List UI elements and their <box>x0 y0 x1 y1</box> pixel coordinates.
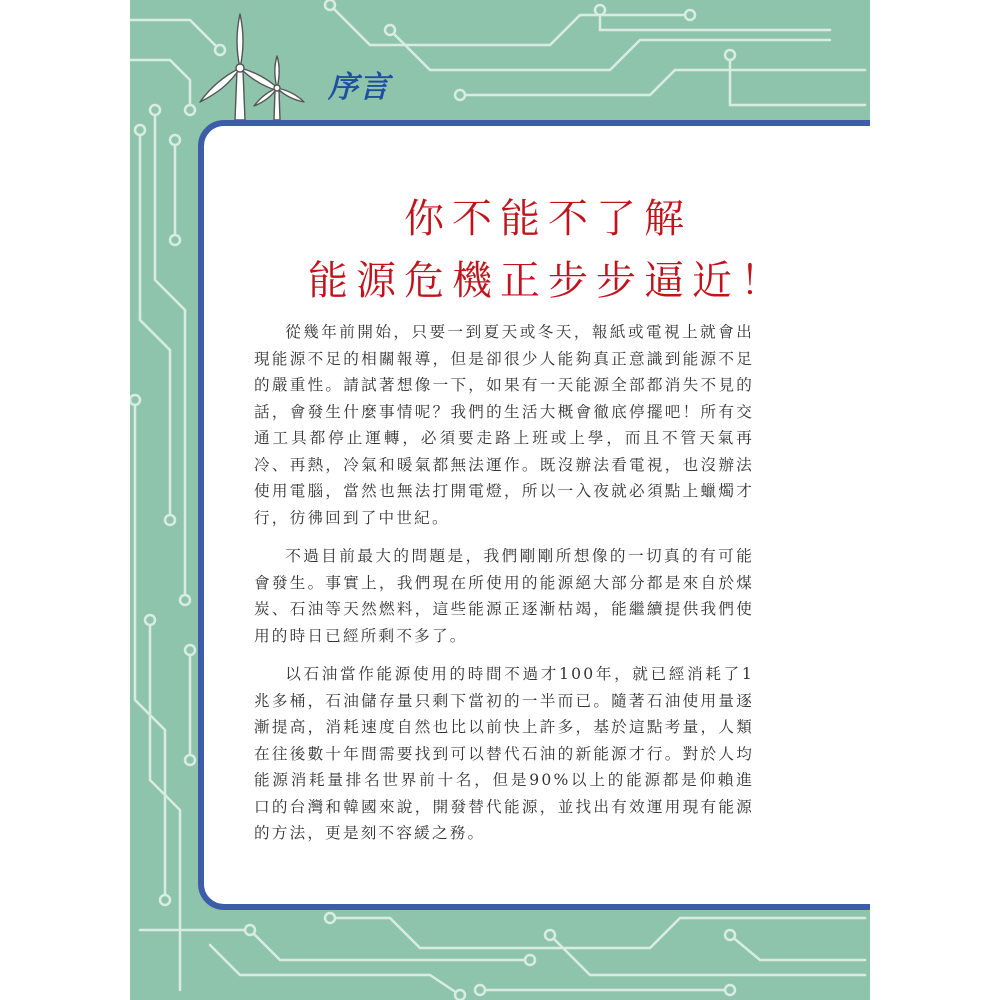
body-text <box>254 319 754 859</box>
headline-line-2: 能源危機正步步逼近！ <box>308 258 788 304</box>
headline-line-1: 你不能不了解 <box>404 196 692 242</box>
content-card <box>198 120 870 910</box>
book-page <box>130 0 870 1000</box>
headline <box>204 188 870 312</box>
paragraph-3: 以石油當作能源使用的時間不過才100年，就已經消耗了1兆多桶，石油儲存量只剩下當初的一半而已。隨著石油使用量逐漸提高，消耗速度自然也比以前快上許多，基於這點考量，人類在往後數十年間需要找到可以替代石油的新能源才行。對於人均能源消耗量排名世界前十名，但是90%以上的能源都是仰賴進口的台灣和韓國來說，開發替代能源，並找出有效運用現有能源的方法，更是刻不容緩之務。 <box>254 665 754 842</box>
paragraph-2: 不過目前最大的問題是，我們剛剛所想像的一切真的有可能會發生。事實上，我們現在所使用的能源絕大部分都是來自於煤炭、石油等天然燃料，這些能源正逐漸枯竭，能繼續提供我們使用的時日已經所剩不多了。 <box>254 547 754 645</box>
section-label: 序言 <box>328 70 390 105</box>
wind-turbine-icon <box>190 10 310 120</box>
paragraph-1: 從幾年前開始，只要一到夏天或冬天，報紙或電視上就會出現能源不足的相關報導，但是卻很少人能夠真正意識到能源不足的嚴重性。請試著想像一下，如果有一天能源全部都消失不見的話，會發生什麼事情呢？我們的生活大概會徹底停擺吧！所有交通工具都停止運轉，必須要走路上班或上學，而且不管天氣再冷、再熱，冷氣和暖氣都無法運作。既沒辦法看電視，也沒辦法使用電腦，當然也無法打開電燈，所以一入夜就必須點上蠟燭才行，彷彿回到了中世紀。 <box>254 323 754 527</box>
